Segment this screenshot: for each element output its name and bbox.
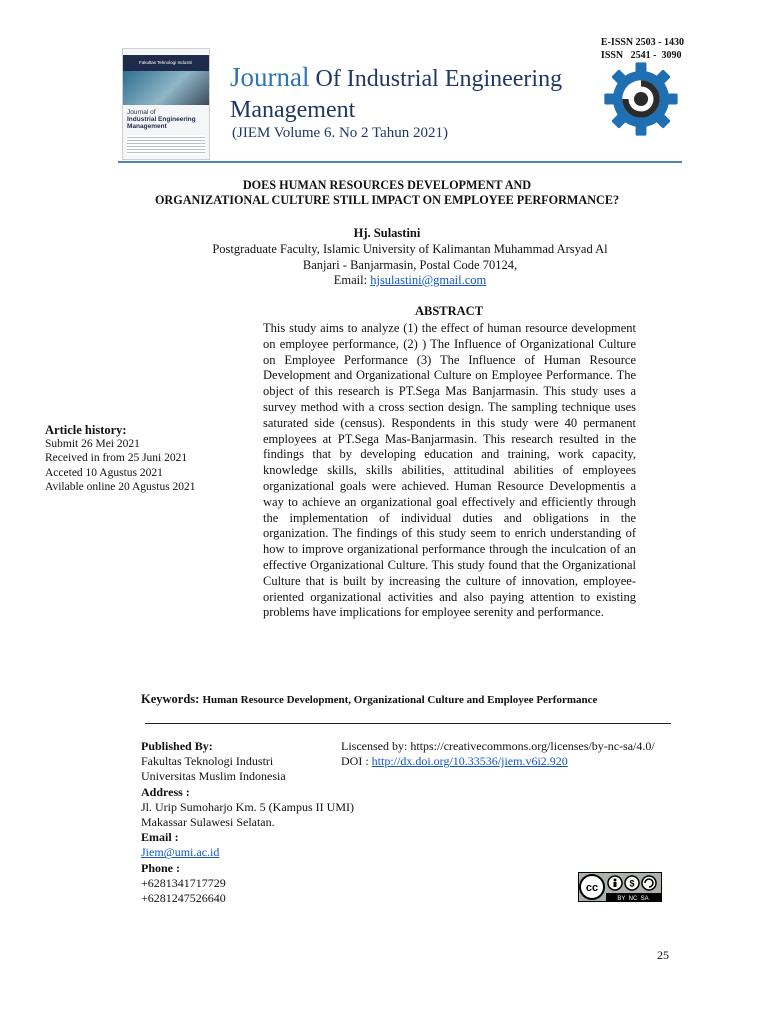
publisher-email-label: Email : (141, 830, 179, 845)
license-text: Liscensed by: https://creativecommons.org/licenses/by-nc-sa/4.0/ (341, 739, 655, 753)
cover-title-line: Journal of (127, 109, 156, 116)
cover-band (123, 55, 209, 71)
article-title-line1: DOES HUMAN RESOURCES DEVELOPMENT AND (242, 178, 532, 192)
abstract-heading: ABSTRACT (414, 304, 484, 318)
license-block (341, 739, 681, 769)
author-email-link[interactable]: hjsulastini@gmail.com (370, 273, 487, 287)
history-submit: Submit 26 Mei 2021 (45, 438, 140, 451)
cover-title (127, 109, 196, 130)
doi-line (341, 754, 681, 769)
journal-title-line2: Management (230, 97, 356, 123)
page-number: 25 (657, 948, 669, 962)
cc-license-badge-icon[interactable] (578, 872, 662, 902)
phone-label: Phone : (141, 860, 180, 875)
doi-link[interactable]: http://dx.doi.org/10.33536/jiem.v6i2.920 (371, 754, 568, 769)
address-label: Address : (141, 784, 190, 799)
phone-1: +6281341717729 (141, 875, 226, 890)
journal-cover-image (122, 48, 210, 160)
cover-title-line: Industrial Engineering (127, 116, 196, 123)
issn: ISSN 2541 - 3090 (600, 50, 682, 61)
eissn: E-ISSN 2503 - 1430 (600, 37, 684, 48)
history-online: Avilable online 20 Agustus 2021 (45, 480, 196, 493)
gear-logo-icon (602, 60, 680, 138)
journal-title (230, 62, 562, 126)
keywords-text: Human Resource Development, Organizational Culture and Employee Performance (202, 694, 598, 706)
cover-text-lines (127, 135, 205, 155)
svg-text:cc: cc (585, 882, 599, 894)
affiliation-line1: Postgraduate Faculty, Islamic University of Kalimantan Muhammad Arsyad Al (212, 242, 608, 256)
author-email (150, 273, 670, 289)
publisher-university: Universitas Muslim Indonesia (141, 769, 286, 784)
author-name: Hj. Sulastini (353, 226, 421, 240)
affiliation-line2: Banjari - Banjarmasin, Postal Code 70124, (302, 257, 518, 272)
keywords-divider (145, 723, 671, 724)
publisher-email-link[interactable]: Jiem@umi.ac.id (141, 845, 220, 860)
history-heading: Article history: (45, 423, 127, 437)
journal-subtitle: (JIEM Volume 6. No 2 Tahun 2021) (232, 125, 449, 141)
header-divider (118, 161, 682, 163)
history-accepted: Acceted 10 Agustus 2021 (45, 466, 163, 479)
address-line2: Makassar Sulawesi Selatan. (141, 815, 275, 830)
abstract-text: This study aims to analyze (1) the effect of human resource development on employee performance, (2) ) The Influence of Organizational Culture on Employee Performance (3) The Influence of Human Resource Development and Organizational Culture on Employee Performance. The object of this research is PT.Sega Mas Banjarmasin. This study uses a survey method with a cross section design. The sampling technique uses saturated side (census). Respondents in this study were 40 permanent employees at PT.Sega Mas-Banjarmasin. This research resulted in the findings that by developing education and training, work capacity, knowledge skills, skills abilities, attitudinal abilities of employees organizational goals were achieved. Human Resource Developmentis a way to achieve an organizational goal effectively and efficiently through the implementation of individual duties and obligations in the organization. The findings of this study seem to enrich understanding of how to improve organizational performance through the inculcation of an effective Organizational Culture. This study found that the Organizational Culture that is built by increasing the culture of innovation, employee-oriented organizational activities and also paying attention to existing problems have implications for employee serenity and performance. (263, 321, 636, 620)
doi-label: DOI : (341, 754, 372, 769)
cover-title-line: Management (127, 123, 167, 130)
article-history (45, 423, 225, 494)
history-received: Received in from 25 Juni 2021 (45, 452, 188, 465)
email-label: Email: (333, 273, 371, 287)
keywords-label: Keywords: (141, 692, 203, 706)
address-line1: Jl. Urip Sumoharjo Km. 5 (Kampus II UMI) (141, 799, 354, 814)
publisher-faculty: Fakultas Teknologi Industri (141, 754, 274, 769)
article-title (90, 178, 684, 208)
cc-badge-text: BY NC SA (617, 896, 649, 902)
journal-title-first: Journal (230, 62, 310, 92)
published-by-label: Published By: (141, 739, 213, 753)
keywords (141, 692, 597, 707)
author-affiliation (150, 242, 670, 289)
svg-text:$: $ (629, 878, 635, 889)
journal-title-rest: Of Industrial Engineering (309, 66, 563, 92)
issn-block (601, 36, 684, 62)
cover-photo (123, 71, 209, 105)
cover-band-text: Fakultas Teknologi Industri (139, 60, 193, 65)
article-title-line2: ORGANIZATIONAL CULTURE STILL IMPACT ON EMPLOYEE PERFORMANCE? (154, 193, 620, 207)
phone-2: +6281247526640 (141, 891, 226, 906)
